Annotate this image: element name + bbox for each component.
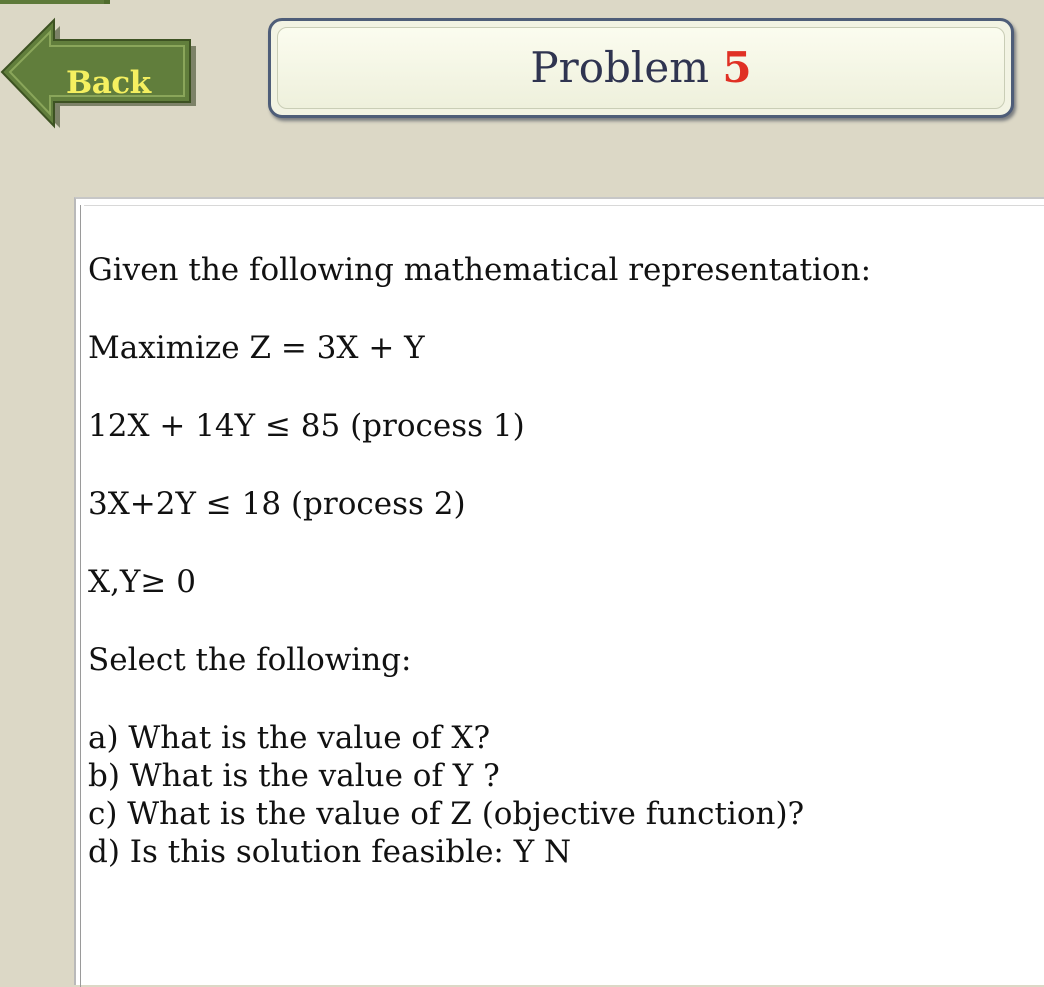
top-accent-strip bbox=[0, 0, 110, 4]
question-d: d) Is this solution feasible: Y N bbox=[88, 834, 572, 870]
title-prefix: Problem bbox=[530, 43, 710, 92]
problem-content-panel bbox=[74, 197, 1044, 985]
page-title bbox=[271, 43, 1011, 92]
problem-number: 5 bbox=[722, 43, 752, 92]
intro-text: Given the following mathematical representation: bbox=[88, 252, 872, 288]
back-button[interactable] bbox=[0, 14, 196, 138]
question-c: c) What is the value of Z (objective function)? bbox=[88, 796, 805, 832]
back-button-label: Back bbox=[66, 65, 151, 101]
objective-function: Maximize Z = 3X + Y bbox=[88, 330, 425, 366]
problem-statement bbox=[88, 251, 871, 871]
question-list bbox=[88, 719, 871, 871]
select-prompt: Select the following: bbox=[88, 642, 412, 678]
problem-title-banner bbox=[268, 18, 1014, 118]
question-b: b) What is the value of Y ? bbox=[88, 758, 500, 794]
question-a: a) What is the value of X? bbox=[88, 720, 491, 756]
constraint-process-1: 12X + 14Y ≤ 85 (process 1) bbox=[88, 408, 525, 444]
constraint-nonnegativity: X,Y≥ 0 bbox=[88, 564, 196, 600]
constraint-process-2: 3X+2Y ≤ 18 (process 2) bbox=[88, 486, 466, 522]
panel-top-rule bbox=[84, 205, 1044, 206]
panel-left-rule bbox=[80, 205, 81, 987]
